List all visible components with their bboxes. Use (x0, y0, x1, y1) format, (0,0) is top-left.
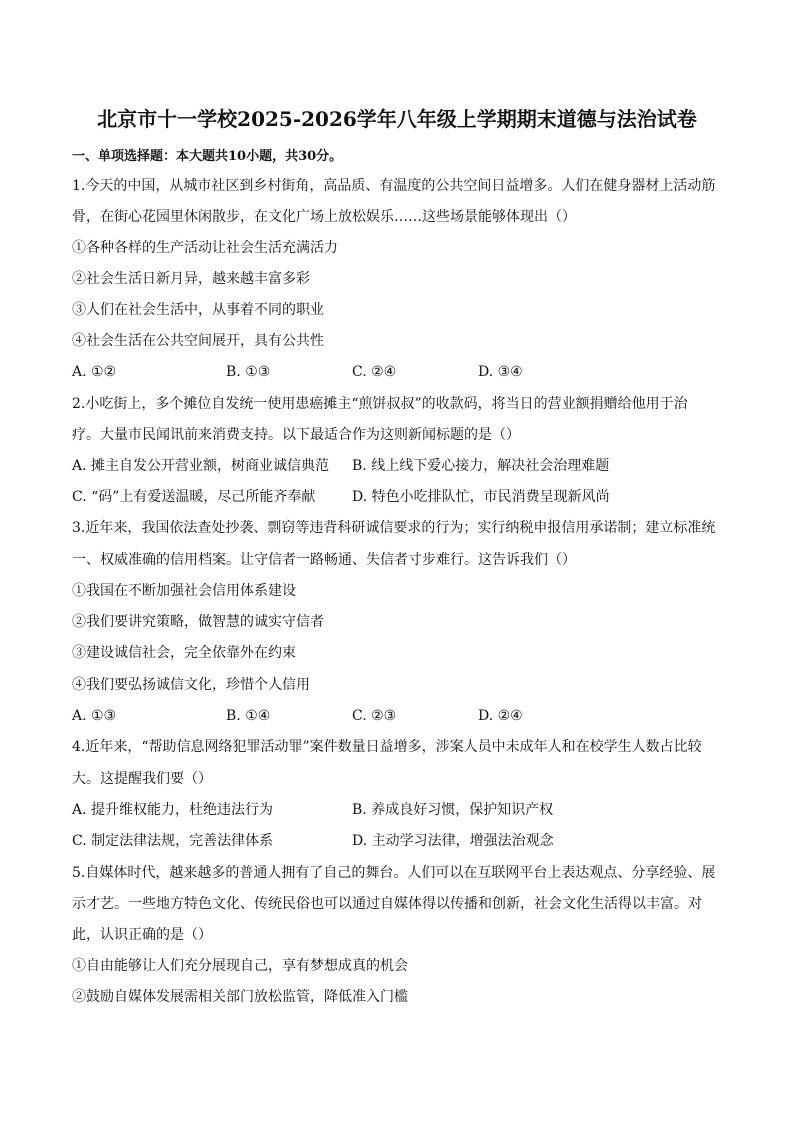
question-1-line-2: 骨，在街心花园里休闲散步，在文化广场上放松娱乐……这些场景能够体现出（） (72, 209, 576, 225)
question-1-option-c: C. ②④ (352, 364, 397, 380)
question-4-option-d: D. 主动学习法律，增强法治观念 (352, 833, 554, 849)
question-1-option-a: A. ①② (72, 364, 117, 380)
question-1-statement-2: ②社会生活日新月异，越来越丰富多彩 (72, 271, 310, 287)
question-3-statement-1: ①我国在不断加强社会信用体系建设 (72, 583, 296, 599)
question-1-statement-4: ④社会生活在公共空间展开，具有公共性 (72, 333, 324, 349)
question-4-option-c: C. 制定法律法规，完善法律体系 (72, 833, 274, 849)
question-3-option-a: A. ①③ (72, 708, 117, 724)
question-5-line-3: 此，认识正确的是（） (72, 927, 212, 943)
question-1-option-d: D. ③④ (478, 364, 523, 380)
question-4-line-1: 4.近年来，“帮助信息网络犯罪活动罪”案件数量日益增多，涉案人员中未成年人和在校学生人数占比较 (72, 739, 702, 755)
section-heading: 一、单项选择题：本大题共10小题，共30分。 (72, 149, 343, 164)
question-2-line-2: 疗。大量市民闻讯前来消费支持。以下最适合作为这则新闻标题的是（） (72, 427, 520, 443)
question-3-line-2: 一、权威准确的信用档案。让守信者一路畅通、失信者寸步难行。这告诉我们（） (72, 552, 576, 568)
question-1-statement-3: ③人们在社会生活中，从事着不同的职业 (72, 302, 324, 318)
question-3-statement-4: ④我们要弘扬诚信文化，珍惜个人信用 (72, 677, 310, 693)
question-1-statement-1: ①各种各样的生产活动让社会生活充满活力 (72, 240, 338, 256)
question-3-option-b: B. ①④ (226, 708, 271, 724)
question-5-line-1: 5.自媒体时代，越来越多的普通人拥有了自己的舞台。人们可以在互联网平台上表达观点、分享经验、展 (72, 865, 716, 881)
question-5-line-2: 示才艺。一些地方特色文化、传统民俗也可以通过自媒体得以传播和创新，社会文化生活得以丰富。对 (72, 896, 702, 912)
question-3-option-d: D. ②④ (478, 708, 523, 724)
question-2-option-d: D. 特色小吃排队忙，市民消费呈现新风尚 (352, 489, 610, 505)
question-4-line-2: 大。这提醒我们要（） (72, 771, 212, 787)
question-3-option-c: C. ②③ (352, 708, 397, 724)
question-3-statement-3: ③建设诚信社会，完全依靠外在约束 (72, 645, 296, 661)
question-2-option-c: C. “码”上有爱送温暖，尽己所能齐奉献 (72, 489, 316, 505)
question-2-option-a: A. 摊主自发公开营业额，树商业诚信典范 (72, 458, 330, 474)
question-5-statement-1: ①自由能够让人们充分展现自己，享有梦想成真的机会 (72, 958, 408, 974)
page-title: 北京市十一学校2025-2026学年八年级上学期期末道德与法治试卷 (97, 107, 697, 131)
question-1-line-1: 1.今天的中国，从城市社区到乡村街角，高品质、有温度的公共空间日益增多。人们在健身器材上活动筋 (72, 178, 716, 194)
question-1-option-b: B. ①③ (226, 364, 271, 380)
question-3-statement-2: ②我们要讲究策略，做智慧的诚实守信者 (72, 614, 324, 630)
question-4-option-b: B. 养成良好习惯，保护知识产权 (352, 802, 554, 818)
question-3-line-1: 3.近年来，我国依法查处抄袭、剽窃等违背科研诚信要求的行为；实行纳税申报信用承诺制；建立标准统 (72, 520, 716, 536)
question-2-option-b: B. 线上线下爱心接力，解决社会治理难题 (352, 458, 610, 474)
question-4-option-a: A. 提升维权能力，杜绝违法行为 (72, 802, 274, 818)
question-2-line-1: 2.小吃街上，多个摊位自发统一使用患癌摊主“煎饼叔叔”的收款码，将当日的营业额捐赠给他用于治 (72, 396, 688, 412)
question-5-statement-2: ②鼓励自媒体发展需相关部门放松监管，降低准入门槛 (72, 989, 408, 1005)
